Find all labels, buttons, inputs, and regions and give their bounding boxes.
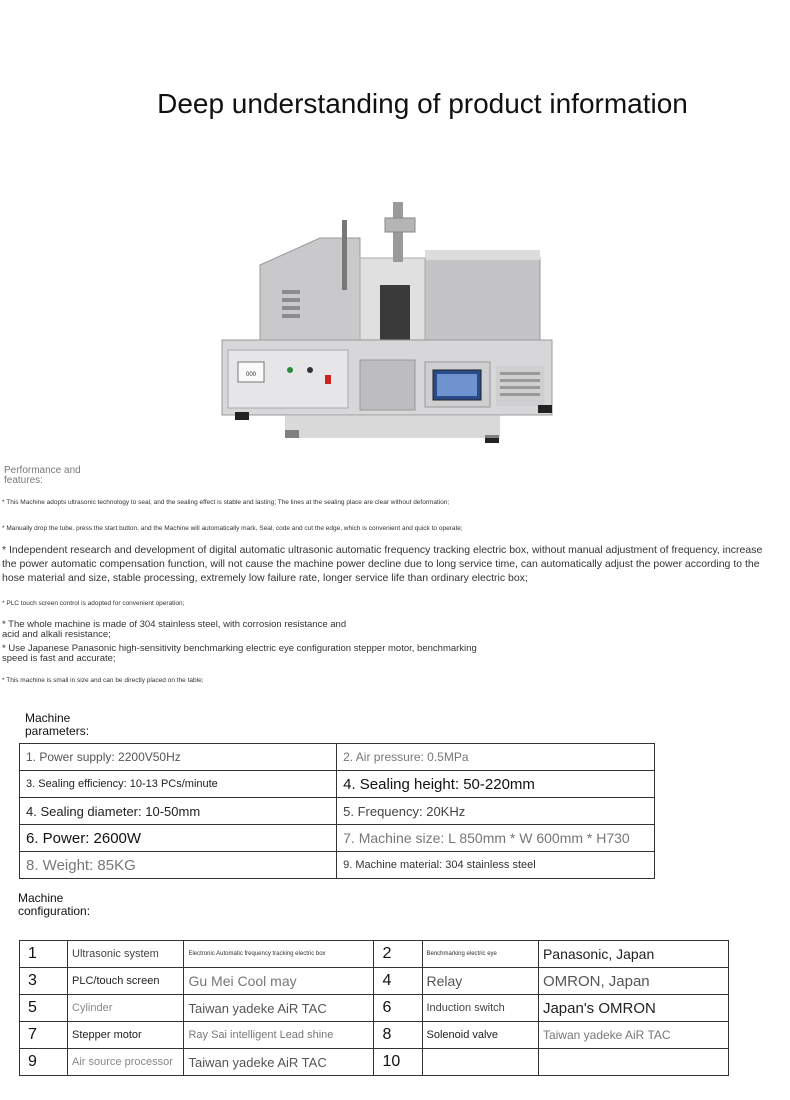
config-component [422, 1049, 538, 1076]
config-number: 2 [374, 941, 422, 968]
ultrasonic-sealing-machine-image [200, 190, 580, 460]
table-row [20, 744, 655, 771]
config-number: 3 [20, 968, 68, 995]
param-cell: 7. Machine size: L 850mm * W 600mm * H730 [337, 825, 655, 852]
feature-item: * This Machine adopts ultrasonic technology to seal, and the sealing effect is stable and lasting; The lines at the sealing place are clear without deformation; [2, 499, 450, 506]
configuration-table [19, 940, 729, 1076]
feature-item: * Independent research and development of digital automatic ultrasonic automatic frequency tracking electric box, without manual adjustment of frequency, increase the power automatic compensation function, will not cause the machine power decline due to long service time, can automatically adjust the power according to the hose material and size, stable processing, extremely low failure rate, longer service life than ordinary electric box; [2, 544, 763, 584]
config-component: Air source processor [68, 1049, 184, 1076]
param-cell: 8. Weight: 85KG [20, 852, 337, 879]
param-cell: 1. Power supply: 2200V50Hz [20, 744, 337, 771]
table-row [20, 798, 655, 825]
feature-item: * This machine is small in size and can be directly placed on the table; [2, 677, 204, 684]
param-cell: 5. Frequency: 20KHz [337, 798, 655, 825]
config-brand: Panasonic, Japan [538, 941, 728, 968]
config-component: PLC/touch screen [68, 968, 184, 995]
param-cell: 9. Machine material: 304 stainless steel [337, 852, 655, 879]
table-row [20, 995, 729, 1022]
config-brand: Taiwan yadeke AiR TAC [184, 1049, 374, 1076]
page-title: Deep understanding of product information [157, 88, 688, 119]
config-component: Solenoid valve [422, 1022, 538, 1049]
meter-readout: 000 [245, 372, 257, 378]
config-number: 8 [374, 1022, 422, 1049]
config-component: Benchmarking electric eye [422, 941, 538, 968]
param-cell: 2. Air pressure: 0.5MPa [337, 744, 655, 771]
config-brand: Gu Mei Cool may [184, 968, 374, 995]
performance-heading: Performance and features: [4, 465, 81, 486]
configuration-heading: Machine configuration: [18, 891, 91, 918]
param-cell: 3. Sealing efficiency: 10-13 PCs/minute [20, 771, 337, 798]
config-brand: Taiwan yadeke AiR TAC [184, 995, 374, 1022]
table-row [20, 825, 655, 852]
table-row [20, 1049, 729, 1076]
config-component: Stepper motor [68, 1022, 184, 1049]
param-cell: 4. Sealing height: 50-220mm [337, 771, 655, 798]
feature-item: * PLC touch screen control is adopted for convenient operation; [2, 600, 185, 607]
table-row [20, 771, 655, 798]
config-component: Induction switch [422, 995, 538, 1022]
param-cell: 4. Sealing diameter: 10-50mm [20, 798, 337, 825]
config-brand: Taiwan yadeke AiR TAC [538, 1022, 728, 1049]
config-component: Ultrasonic system [68, 941, 184, 968]
config-brand: OMRON, Japan [538, 968, 728, 995]
config-brand [538, 1049, 728, 1076]
config-number: 6 [374, 995, 422, 1022]
feature-item: * The whole machine is made of 304 stainless steel, with corrosion resistance and acid and alkali resistance; [2, 619, 347, 640]
config-number: 5 [20, 995, 68, 1022]
param-cell: 6. Power: 2600W [20, 825, 337, 852]
parameters-heading: Machine parameters: [25, 711, 90, 738]
feature-item: * Use Japanese Panasonic high-sensitivity benchmarking electric eye configuration stepper motor, benchmarking speed is fast and accurate; [2, 643, 477, 664]
config-number: 10 [374, 1049, 422, 1076]
config-number: 9 [20, 1049, 68, 1076]
config-brand: Ray Sai intelligent Lead shine [184, 1022, 374, 1049]
config-brand: Japan's OMRON [538, 995, 728, 1022]
table-row [20, 941, 729, 968]
config-component: Relay [422, 968, 538, 995]
config-brand: Electronic Automatic frequency tracking electric box [184, 941, 374, 968]
config-number: 4 [374, 968, 422, 995]
table-row [20, 852, 655, 879]
feature-item: * Manually drop the tube, press the start button, and the Machine will automatically mark, Seal, code and cut the edge, which is convenient and quick to operate; [2, 525, 463, 532]
table-row [20, 1022, 729, 1049]
config-component: Cylinder [68, 995, 184, 1022]
config-number: 7 [20, 1022, 68, 1049]
table-row [20, 968, 729, 995]
parameters-table [19, 743, 655, 879]
config-number: 1 [20, 941, 68, 968]
